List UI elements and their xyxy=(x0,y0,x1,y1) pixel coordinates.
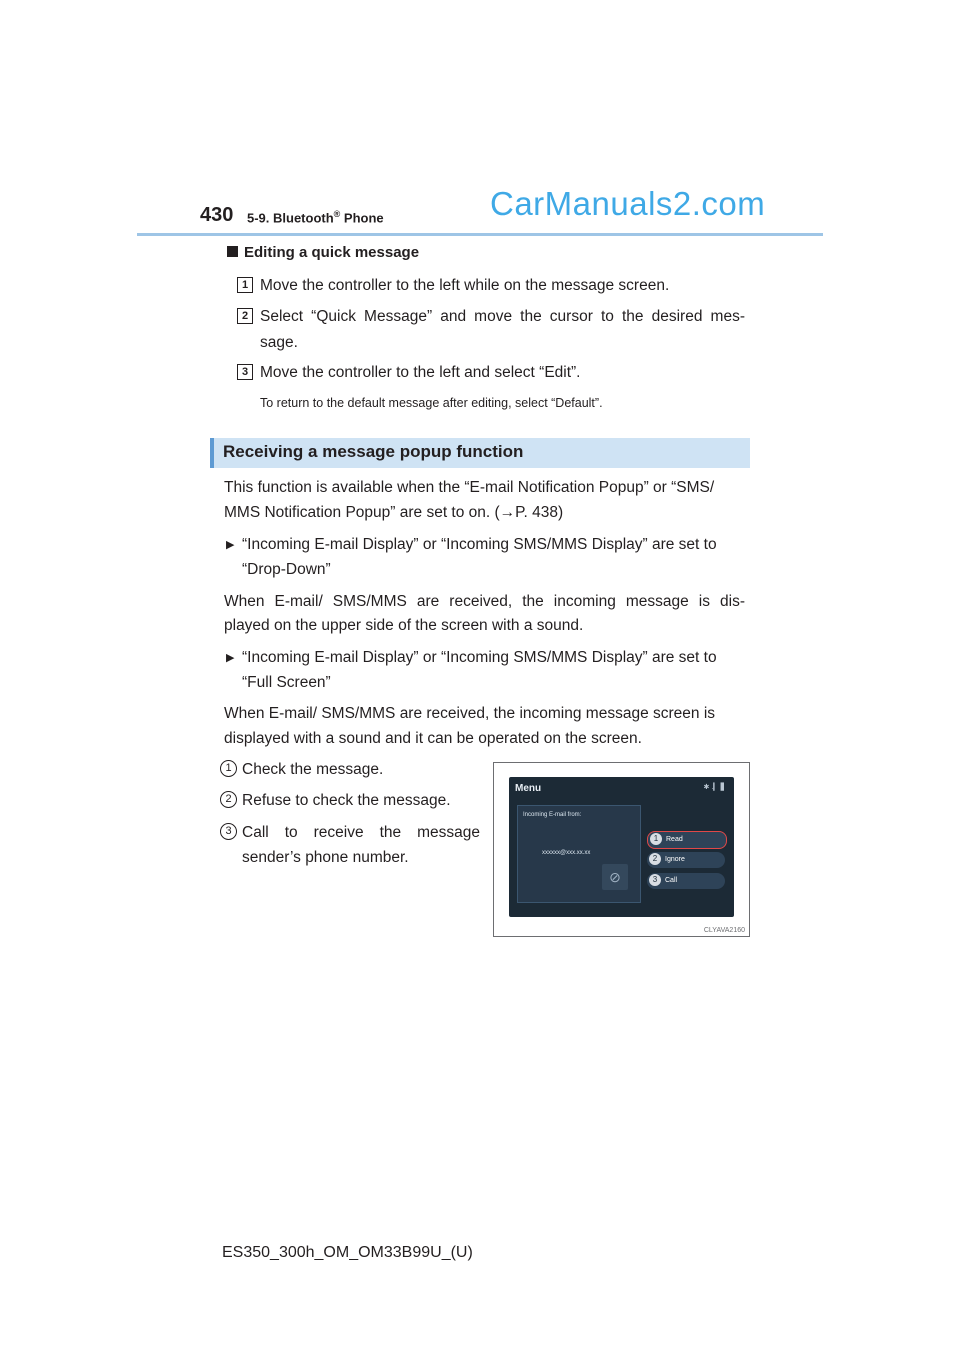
read-label: Read xyxy=(666,836,683,843)
section-prefix: 5-9. Bluetooth xyxy=(247,210,334,226)
callout-number-3: 3 xyxy=(220,823,237,840)
option-number-1: 1 xyxy=(650,833,662,845)
call-option xyxy=(647,873,725,889)
display-screen xyxy=(509,777,734,917)
editing-note: To return to the default message after editing, select “Default”. xyxy=(260,396,603,410)
bullet-1-line-2: “Drop-Down” xyxy=(242,561,331,578)
section-suffix: Phone xyxy=(340,210,384,226)
footer-document-code: ES350_300h_OM_OM33B99U_(U) xyxy=(222,1244,473,1261)
intro-line-1: This function is available when the “E-mail Notification Popup” or “SMS/ xyxy=(224,479,715,496)
step-1-text: Move the controller to the left while on the message screen. xyxy=(260,277,670,294)
header-rule xyxy=(137,233,823,236)
incoming-from-label: Incoming E-mail from: xyxy=(523,812,582,818)
paragraph-1-line-1: When E-mail/ SMS/MMS are received, the incoming message is dis- xyxy=(224,593,745,610)
bullet-1-line-1: “Incoming E-mail Display” or “Incoming SMS/MMS Display” are set to xyxy=(242,536,717,553)
option-number-2: 2 xyxy=(649,853,661,865)
editing-heading-text: Editing a quick message xyxy=(244,244,420,261)
triangle-bullet-icon: ▶ xyxy=(226,539,235,551)
bullet-2-line-2: “Full Screen” xyxy=(242,674,331,691)
ignore-label: Ignore xyxy=(665,856,685,863)
intro-line-2: MMS Notification Popup” are set to on. (→P. 438) xyxy=(224,504,564,521)
triangle-bullet-icon: ▶ xyxy=(226,652,235,664)
option-number-3: 3 xyxy=(649,874,661,886)
step-3-text: Move the controller to the left and select “Edit”. xyxy=(260,364,581,381)
paragraph-2-line-2: displayed with a sound and it can be operated on the screen. xyxy=(224,730,642,747)
watermark: CarManuals2.com xyxy=(490,185,766,222)
item-2-text: Refuse to check the message. xyxy=(242,792,451,809)
section-title: Receiving a message popup function xyxy=(223,442,524,461)
step-badge-3: 3 xyxy=(237,364,253,380)
figure-code: CLYAVA2160 xyxy=(703,927,745,934)
paragraph-1-line-2: played on the upper side of the screen with a sound. xyxy=(224,617,584,634)
section-heading-band xyxy=(210,438,750,468)
callout-number-1: 1 xyxy=(220,760,237,777)
editing-heading xyxy=(227,244,419,261)
registered-mark: ® xyxy=(333,209,341,219)
status-icons: ✱ .▎ ▋ xyxy=(703,784,726,791)
read-option xyxy=(647,831,727,849)
item-1-text: Check the message. xyxy=(242,761,384,778)
callout-number-2: 2 xyxy=(220,791,237,808)
screen-menu-title: Menu xyxy=(515,783,542,794)
call-label: Call xyxy=(665,877,678,884)
section-heading-bar xyxy=(210,438,214,468)
sender-address: xxxxxx@xxx.xx.xx xyxy=(542,850,591,856)
step-2-line-2: sage. xyxy=(260,334,298,351)
page-number: 430 xyxy=(200,204,234,226)
bullet-2-line-1: “Incoming E-mail Display” or “Incoming SMS/MMS Display” are set to xyxy=(242,649,717,666)
screen-figure xyxy=(493,762,750,937)
block-icon: ⊘ xyxy=(602,864,628,890)
message-panel xyxy=(517,805,641,903)
square-bullet-icon xyxy=(227,246,238,257)
item-3-line-1: Call to receive the message xyxy=(242,824,480,841)
item-3-line-2: sender’s phone number. xyxy=(242,849,409,866)
step-badge-2: 2 xyxy=(237,308,253,324)
section-reference xyxy=(247,209,384,225)
ignore-option xyxy=(647,852,725,868)
step-badge-1: 1 xyxy=(237,277,253,293)
step-2-line-1: Select “Quick Message” and move the cursor to the desired mes- xyxy=(260,308,745,325)
paragraph-2-line-1: When E-mail/ SMS/MMS are received, the incoming message screen is xyxy=(224,705,716,722)
